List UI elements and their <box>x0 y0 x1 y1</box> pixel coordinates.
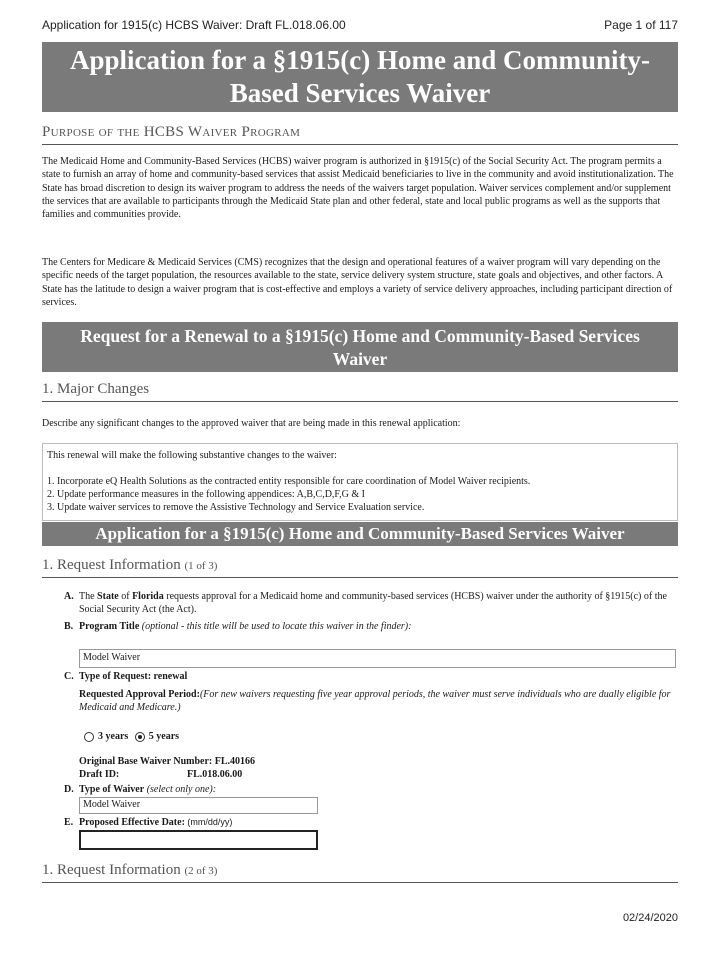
change-item: 1. Incorporate eQ Health Solutions as the contracted entity responsible for care coordination of Model Waiver recipients. <box>47 476 531 487</box>
option-3-years-label: 3 years <box>98 731 129 742</box>
purpose-section-title: Purpose of the HCBS Waiver Program <box>42 124 678 145</box>
renewal-banner-line-1: Request for a Renewal to a §1915(c) Home and Community-Based Services <box>80 326 640 346</box>
base-waiver-number: Original Base Waiver Number: FL.40166 <box>79 756 256 767</box>
approval-period-label: Requested Approval Period: <box>79 689 200 700</box>
change-item: 2. Update performance measures in the following appendices: A,B,C,D,F,G & I <box>47 489 366 500</box>
state-word: State <box>97 591 119 602</box>
item-e-text <box>79 816 232 829</box>
waiver-type-note: (select only one): <box>146 784 217 795</box>
item-b-label: B. <box>64 621 74 632</box>
major-changes-textarea[interactable] <box>42 443 678 521</box>
effective-date-input[interactable] <box>79 830 318 850</box>
request-type: Type of Request: renewal <box>79 671 188 682</box>
item-c-label: C. <box>64 671 74 682</box>
waiver-type-label: Type of Waiver <box>79 784 145 795</box>
option-5-years-label: 5 years <box>148 731 180 742</box>
major-changes-description: Describe any significant changes to the approved waiver that are being made in this renewal application: <box>42 418 461 429</box>
item-a-text: The State of Florida requests approval for a Medicaid home and community-based services (HCBS) waiver under the authority of §1915(c) of the Social Security Act (the Act). <box>79 591 667 615</box>
state-name: Florida <box>132 591 164 602</box>
request-info-title <box>42 557 678 578</box>
main-title-banner <box>42 42 678 112</box>
item-d-label: D. <box>64 784 74 795</box>
request-info-2-title <box>42 862 678 883</box>
purpose-paragraph-2: The Centers for Medicare & Medicaid Services (CMS) recognizes that the design and operational features of a waiver program will vary depending on the specific needs of the target population, the resources available to the state, service delivery system structure, state goals and objectives, and other factors. A State has the latitude to design a waiver program that is cost-effective and employs a variety of service delivery approaches, including participant direction of services. <box>42 257 673 308</box>
page-number: Page 1 of 117 <box>604 18 678 32</box>
program-title-note: (optional - this title will be used to locate this waiver in the finder): <box>141 621 412 632</box>
approval-period-options <box>84 730 179 743</box>
main-title-line-2: Based Services Waiver <box>229 78 491 108</box>
effective-date-format: (mm/dd/yy) <box>187 817 233 827</box>
changes-intro: This renewal will make the following substantive changes to the waiver: <box>47 450 337 461</box>
renewal-banner <box>42 322 678 372</box>
request-info-2-title-sub: (2 of 3) <box>184 865 218 877</box>
draft-id-value: FL.018.06.00 <box>187 769 243 780</box>
change-item: 3. Update waiver services to remove the Assistive Technology and Service Evaluation service. <box>47 502 425 513</box>
radio-3-years[interactable] <box>84 732 94 742</box>
main-title-line-1: Application for a §1915(c) Home and Community- <box>70 45 650 75</box>
request-info-title-sub: (1 of 3) <box>184 560 218 572</box>
renewal-banner-line-2: Waiver <box>332 349 388 369</box>
approval-period <box>79 688 677 714</box>
request-info-2-title-text: 1. Request Information <box>42 862 181 878</box>
draft-id-label: Draft ID: <box>79 769 120 780</box>
waiver-type-select[interactable]: Model Waiver <box>79 797 318 814</box>
running-header-title: Application for 1915(c) HCBS Waiver: Draft FL.018.06.00 <box>42 18 346 32</box>
purpose-paragraph-1: The Medicaid Home and Community-Based Services (HCBS) waiver program is authorized in §1915(c) of the Social Security Act. The program permits a state to furnish an array of home and community-based services that assist Medicaid beneficiaries to live in the community and avoid institutionalization. The State has broad discretion to design its waiver program to address the needs of the waivers target population. Waiver services complement and/or supplement the services that are available to participants through the Medicaid State plan and other federal, state and local public programs as well as the supports that families and communities provide. <box>42 156 674 221</box>
major-changes-title: 1. Major Changes <box>42 381 678 402</box>
item-b-text <box>79 620 677 633</box>
effective-date-label: Proposed Effective Date: <box>79 817 185 828</box>
application-banner: Application for a §1915(c) Home and Community-Based Services Waiver <box>42 522 678 546</box>
program-title-input[interactable]: Model Waiver <box>79 649 676 668</box>
program-title-label: Program Title <box>79 621 140 632</box>
footer-date: 02/24/2020 <box>622 912 678 924</box>
item-a-label: A. <box>64 591 74 602</box>
approval-period-note: (For new waivers requesting five year approval periods, the waiver must serve individuals who are dually eligible for Medicaid and Medicare.) <box>79 689 671 713</box>
item-d-text <box>79 783 216 796</box>
request-info-title-text: 1. Request Information <box>42 557 181 573</box>
item-e-label: E. <box>64 817 74 828</box>
radio-5-years[interactable] <box>135 732 145 742</box>
